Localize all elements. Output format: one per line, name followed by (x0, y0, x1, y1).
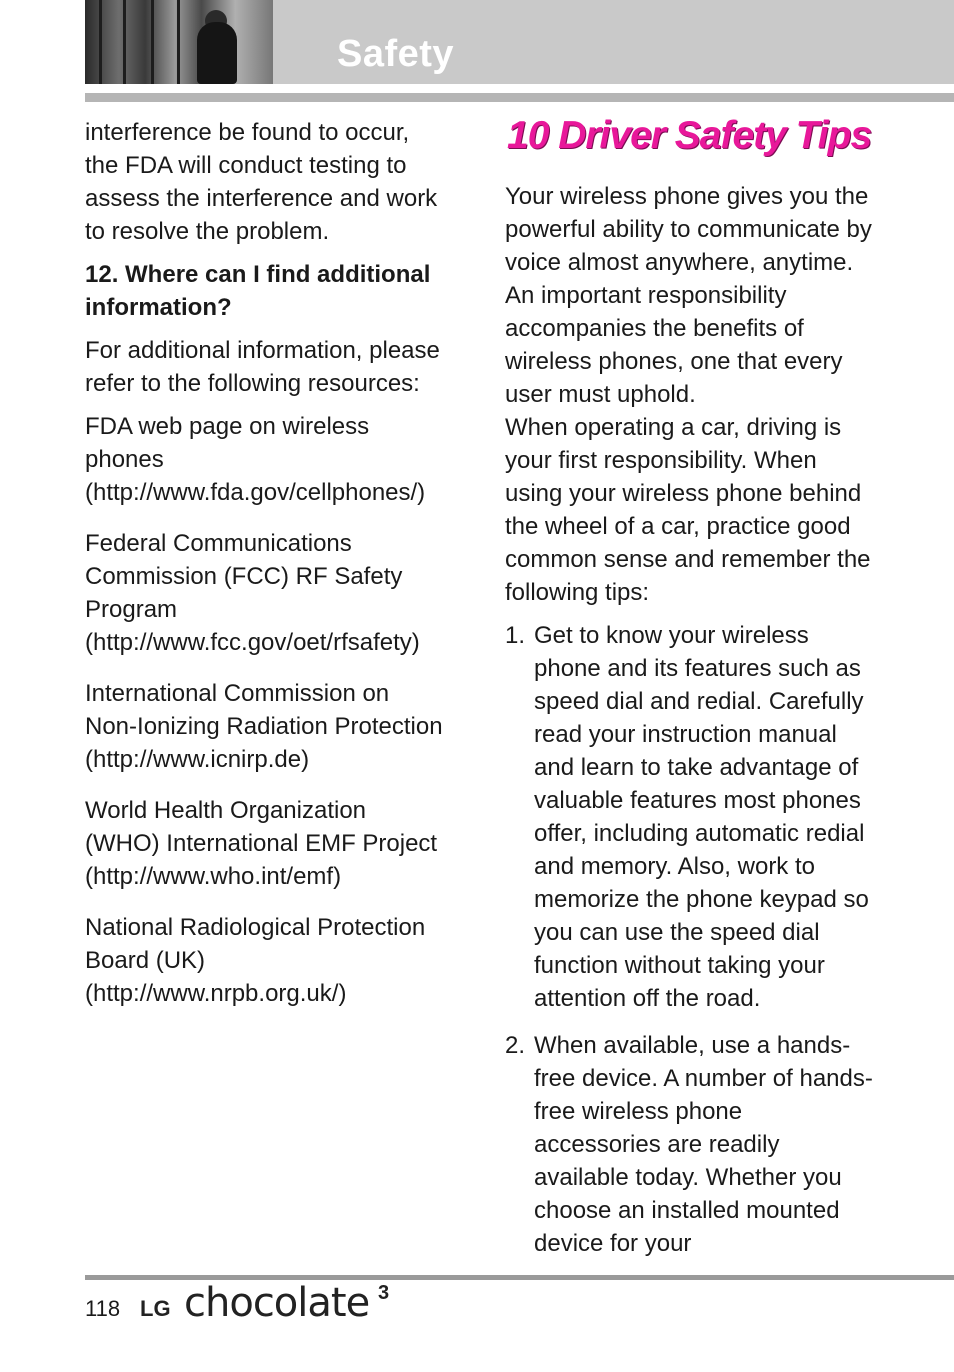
driver-tips-title: 10 Driver Safety Tips (507, 114, 872, 157)
tips-intro-paragraph-2: When operating a car, driving is your first responsibility. When using your wireless phone behind the wheel of a car, practice good common sense and remember the following tips: (505, 414, 871, 606)
resource-name: World Health Organization (WHO) International EMF Project (85, 797, 438, 857)
tip-number: 2. (505, 1032, 526, 1059)
resource-item (85, 677, 445, 776)
tip-number: 1. (505, 622, 526, 649)
left-column (85, 116, 445, 1028)
lg-logo: LG (140, 1296, 171, 1321)
resource-name: FDA web page on wireless phones (85, 413, 370, 473)
resource-url[interactable]: (http://www.fcc.gov/oet/rfsafety) (85, 629, 420, 656)
resource-url[interactable]: (http://www.icnirp.de) (85, 746, 310, 773)
tips-list (505, 619, 875, 1260)
section-header-title: Safety (337, 33, 455, 75)
header-divider (85, 93, 954, 102)
resource-item (85, 794, 445, 893)
product-version: 3 (378, 1282, 390, 1304)
tip-item (505, 619, 875, 1015)
resource-url[interactable]: (http://www.fda.gov/cellphones/) (85, 479, 426, 506)
page-number: 118 (85, 1296, 121, 1321)
resource-name: National Radiological Protection Board (UK) (85, 914, 426, 974)
tip-text: Get to know your wireless phone and its features such as speed dial and redial. Carefully read your instruction manual and learn to take advantage of valuable features most phones offer, including automatic redial and memory. Also, work to memorize the phone keypad so you can use the speed dial function without taking your attention off the road. (534, 622, 869, 1012)
right-column (505, 180, 875, 1274)
product-name: chocolate (184, 1280, 370, 1326)
header-photo-image (85, 0, 273, 84)
tip-item (505, 1029, 875, 1260)
intro-paragraph: interference be found to occur, the FDA will conduct testing to assess the interference and work to resolve the problem. (85, 119, 438, 245)
resource-item (85, 911, 445, 1010)
resource-url[interactable]: (http://www.who.int/emf) (85, 863, 342, 890)
page-header (85, 0, 954, 84)
resource-name: International Commission on Non-Ionizing Radiation Protection (85, 680, 443, 740)
question-heading: 12. Where can I find additional information? (85, 261, 431, 321)
resource-name: Federal Communications Commission (FCC) RF Safety Program (85, 530, 403, 623)
resource-url[interactable]: (http://www.nrpb.org.uk/) (85, 980, 347, 1007)
tips-intro-paragraph: Your wireless phone gives you the powerful ability to communicate by voice almost anywhere, anytime. An important responsibility accompanies the benefits of wireless phones, one that every user must uphold. (505, 183, 872, 408)
resource-item (85, 527, 445, 659)
resource-item (85, 410, 445, 509)
answer-paragraph: For additional information, please refer to the following resources: (85, 337, 440, 397)
tip-text: When available, use a hands-free device. A number of hands-free wireless phone accessories are readily available today. Whether you choose an installed mounted device for your (534, 1032, 873, 1257)
